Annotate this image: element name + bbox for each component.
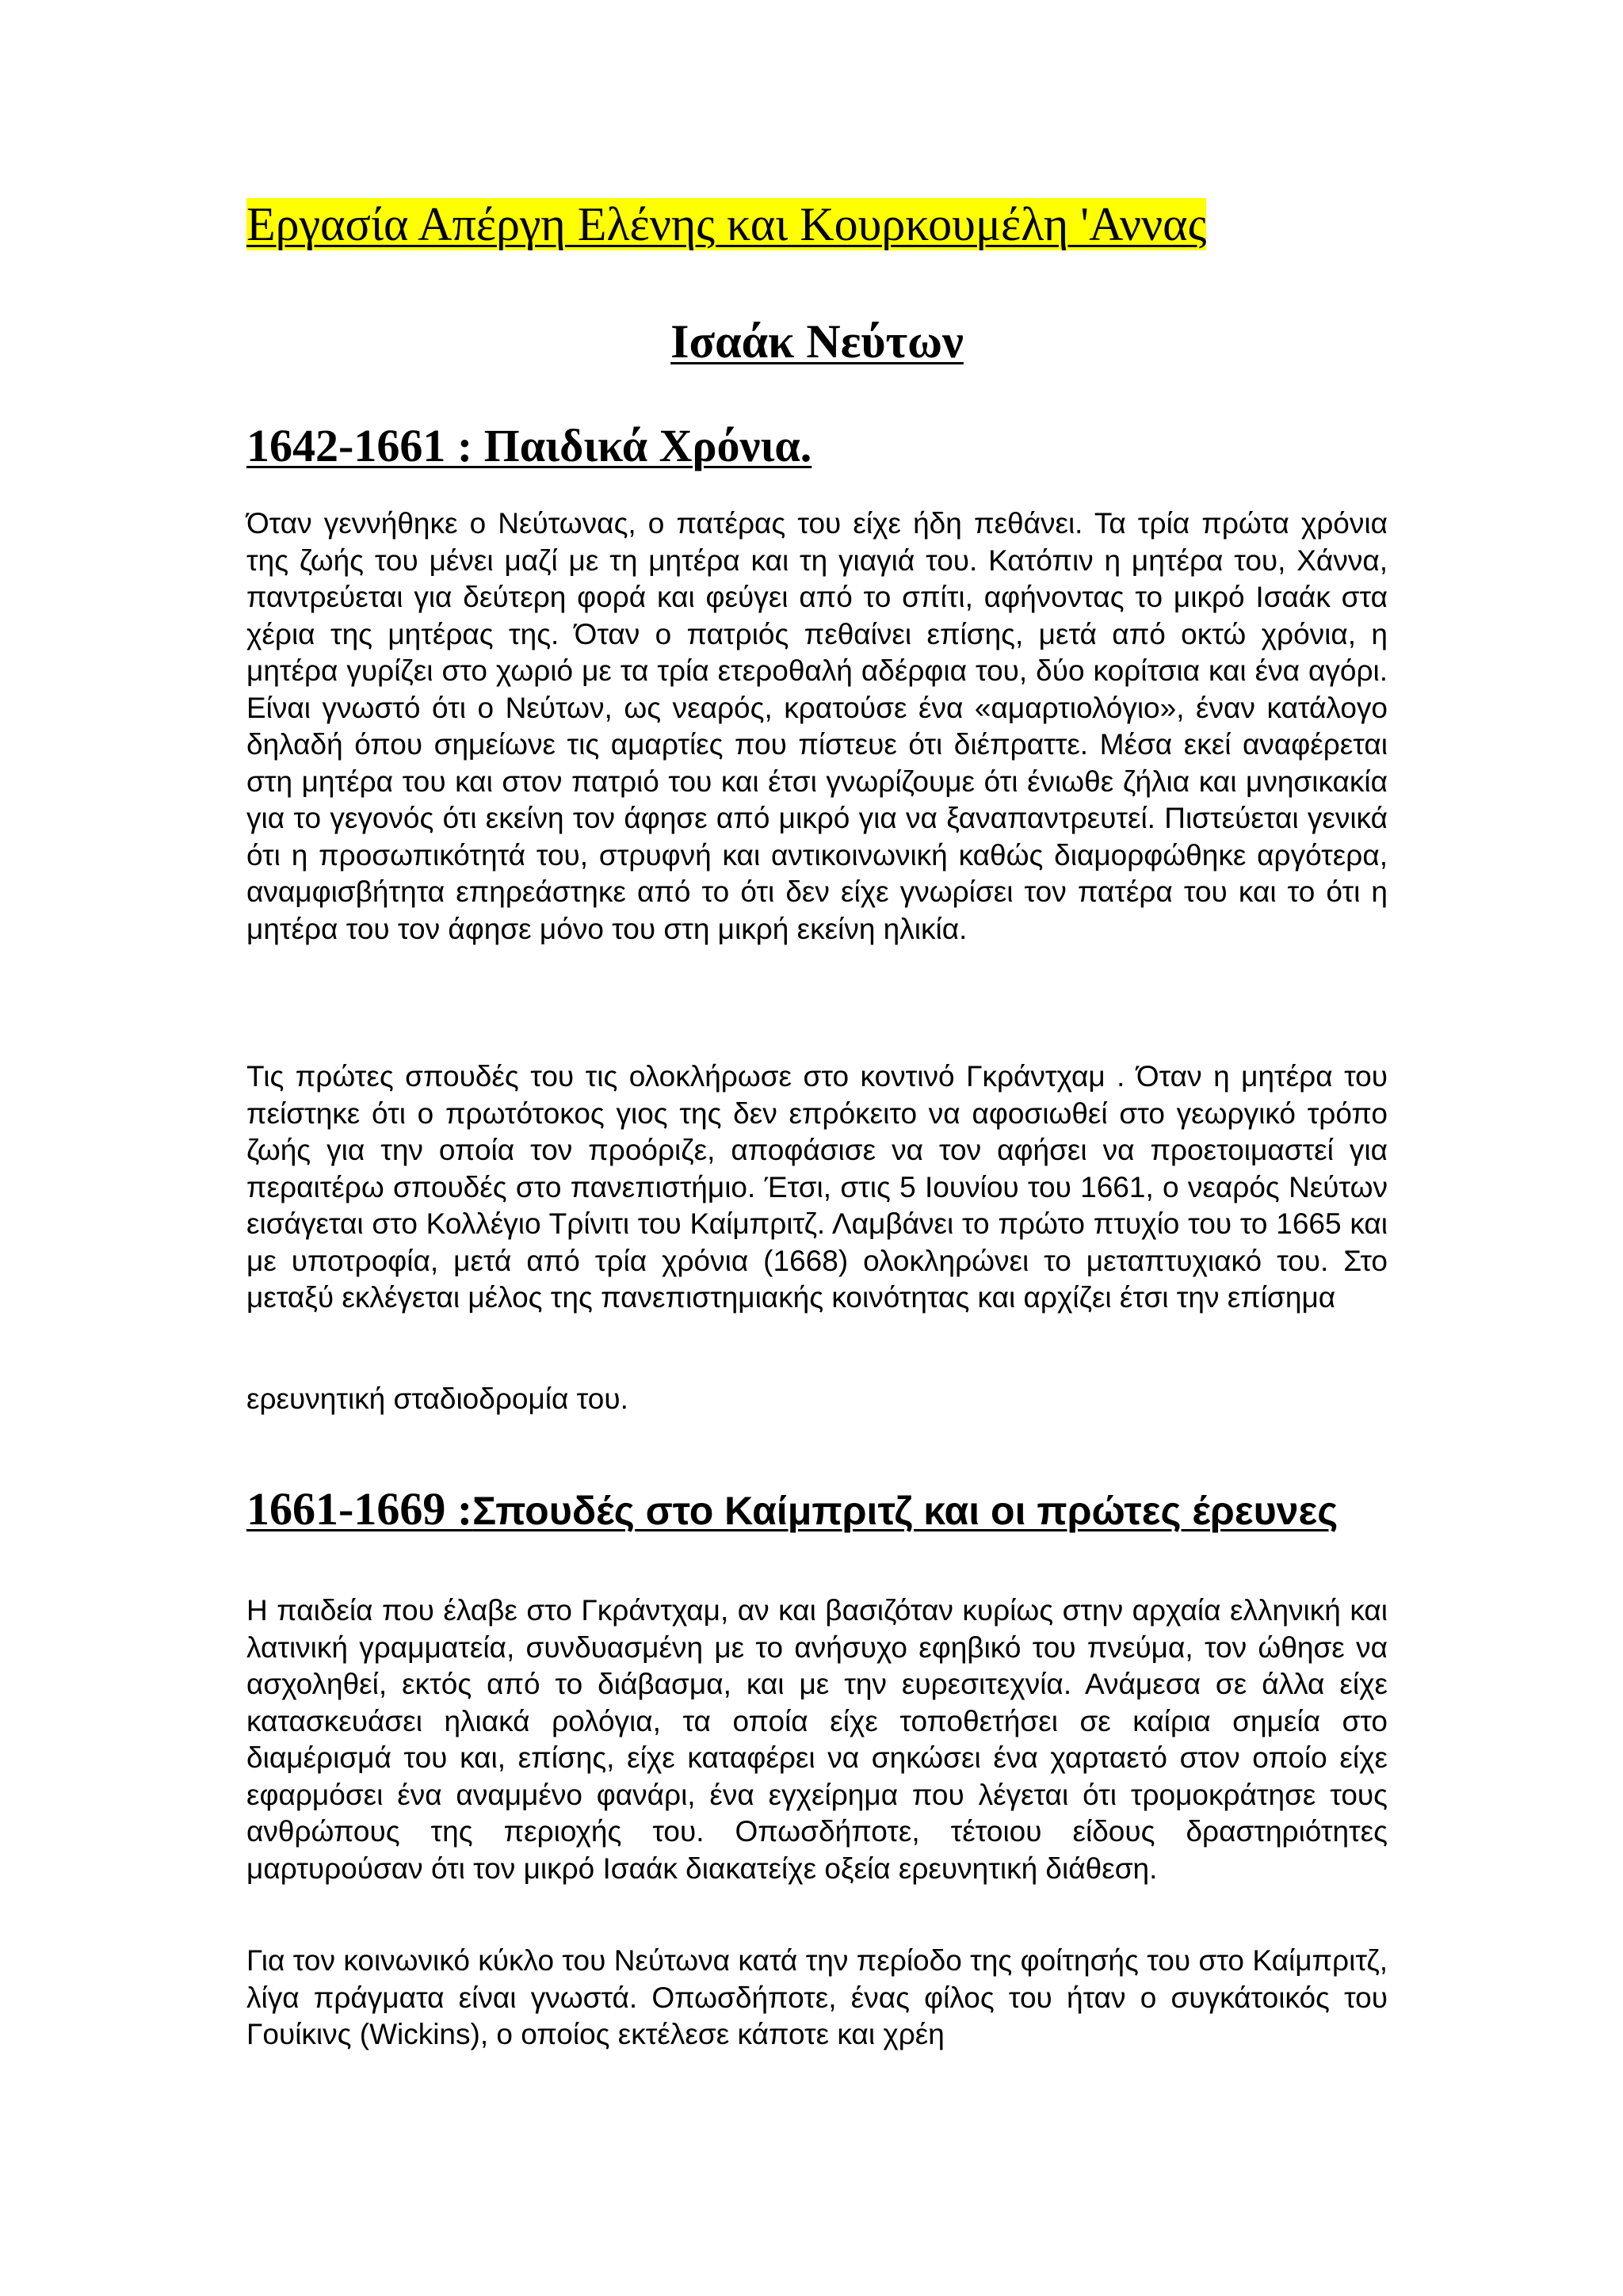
section1-paragraph-1: Όταν γεννήθηκε ο Νεύτωνας, ο πατέρας του είχε ήδη πεθάνει. Τα τρία πρώτα χρόνια της ζωής του μένει μαζί με τη μητέρα και τη γιαγιά του. Κατόπιν η μητέρα του, Χάννα, παντρεύεται για δεύτερη φορά και φεύγει από το σπίτι, αφήνοντας το μικρό Ισαάκ στα χέρια της μητέρας της. Όταν ο πατριός πεθαίνει επίσης, μετά από οκτώ χρόνια, η μητέρα γυρίζει στο χωριό με τα τρία ετεροθαλή αδέρφια του, δύο κορίτσια και ένα αγόρι. Είναι γνωστό ότι ο Νεύτων, ως νεαρός, κρατούσε ένα «αμαρτιολόγιο», έναν κατάλογο δηλαδή όπου σημείωνε τις αμαρτίες που πίστευε ότι διέπραττε. Μέσα εκεί αναφέρεται στη μητέρα του και στον πατριό του και έτσι γνωρίζουμε ότι ένιωθε ζήλια και μνησικακία για το γεγονός ότι εκείνη τον άφησε από μικρό για να ξαναπαντρευτεί. Πιστεύεται γενικά ότι η προσωπικότητά του, στρυφνή και αντικοινωνική καθώς διαμορφώθηκε αργότερα, αναμφισβήτητα επηρεάστηκε από το ότι δεν είχε γνωρίσει τον πατέρα του και το ότι η μητέρα του τον άφησε μόνο του στη μικρή εκείνη ηλικία. — [246, 507, 1388, 945]
document-title-text: Εργασία Απέργη Ελένης και Κουρκουμέλη 'Αννας — [246, 198, 1207, 250]
section2-heading — [246, 1484, 1338, 1535]
section1-paragraph-3: ερευνητική σταδιοδρομία του. — [246, 1383, 628, 1415]
section2-paragraph-1: Η παιδεία που έλαβε στο Γκράντχαμ, αν και βασιζόταν κυρίως στην αρχαία ελληνική και λατινική γραμματεία, συνδυασμένη με το ανήσυχο εφηβικό του πνεύμα, τον ώθησε να ασχοληθεί, εκτός από το διάβασμα, και με την ευρεσιτεχνία. Ανάμεσα σε άλλα είχε κατασκευάσει ηλιακά ρολόγια, τα οποία είχε τοποθετήσει σε καίρια σημεία στο διαμέρισμά του και, επίσης, είχε καταφέρει να σηκώσει ένα χαρταετό στον οποίο είχε εφαρμόσει ένα αναμμένο φανάρι, ένα εγχείρημα που λέγεται ότι τρομοκράτησε τους ανθρώπους της περιοχής του. Οπωσδήποτε, τέτοιου είδους δραστηριότητες μαρτυρούσαν ότι τον μικρό Ισαάκ διακατείχε οξεία ερευνητική διάθεση. — [246, 1594, 1388, 1885]
document-title — [246, 198, 1206, 250]
document-subtitle: Ισαάκ Νεύτων — [670, 315, 964, 368]
section1-paragraph-2: Τις πρώτες σπουδές του τις ολοκλήρωσε στο κοντινό Γκράντχαμ . Όταν η μητέρα του πείστηκε ότι ο πρωτότοκος γιος της δεν επρόκειτο να αφοσιωθεί στο γεωργικό τρόπο ζωής για την οποία τον προόριζε, αποφάσισε να τον αφήσει να προετοιμαστεί για περαιτέρω σπουδές στο πανεπιστήμιο. Έτσι, στις 5 Ιουνίου του 1661, ο νεαρός Νεύτων εισάγεται στο Κολλέγιο Τρίνιτι του Καίμπριτζ. Λαμβάνει το πρώτο πτυχίο του το 1665 και με υποτροφία, μετά από τρία χρόνια (1668) ολοκληρώνει το μεταπτυχιακό του. Στο μεταξύ εκλέγεται μέλος της πανεπιστημιακής κοινότητας και αρχίζει έτσι την επίσημα — [246, 1060, 1388, 1314]
section1-heading: 1642-1661 : Παιδικά Χρόνια. — [246, 420, 812, 471]
section2-paragraph-2: Για τον κοινωνικό κύκλο του Νεύτωνα κατά την περίοδο της φοίτησής του στο Καίμπριτζ, λίγα πράγματα είναι γνωστά. Οπωσδήποτε, ένας φίλος του ήταν ο συγκάτοικός του Γουίκινς (Wickins), ο οποίος εκτέλεσε κάποτε και χρέη — [246, 1944, 1388, 2050]
section2-heading-text: Σπουδές στο Καίμπριτζ και οι πρώτες έρευνες — [472, 1489, 1338, 1533]
section2-heading-years: 1661-1669 : — [246, 1483, 473, 1535]
